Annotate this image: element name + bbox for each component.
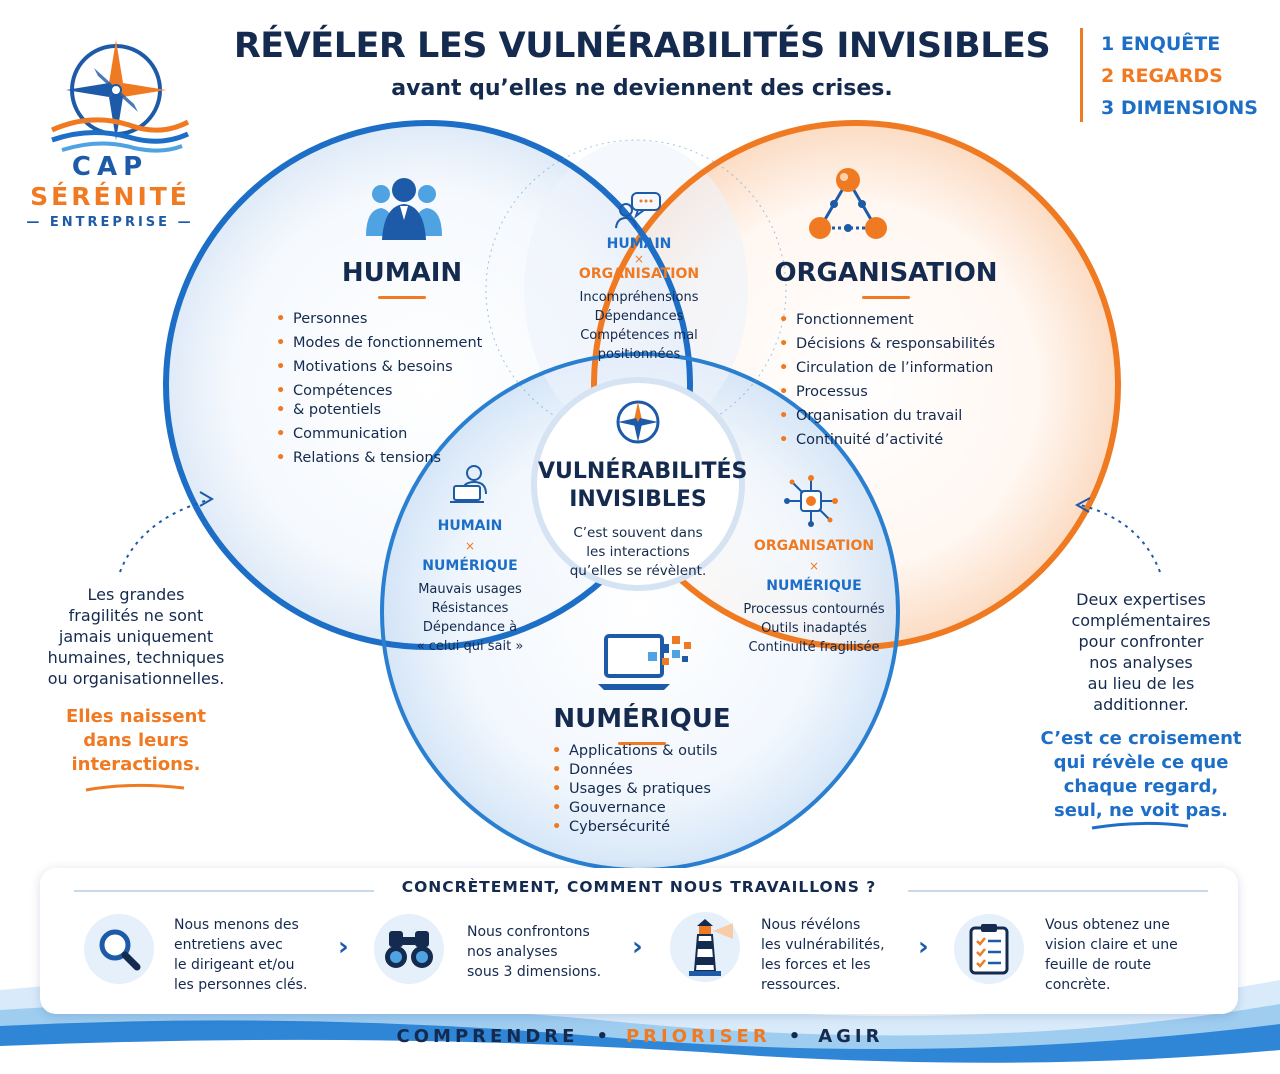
page-title: RÉVÉLER LES VULNÉRABILITÉS INVISIBLES bbox=[233, 26, 1051, 66]
tagline-dimensions: 3 DIMENSIONS bbox=[1101, 97, 1258, 119]
ix-line: Continuité fragilisée bbox=[748, 640, 880, 655]
note-line: ou organisationnelles. bbox=[47, 669, 225, 688]
list-item: • Processus bbox=[779, 380, 1039, 404]
note-line: Elles naissent bbox=[65, 706, 206, 727]
chevron-right-icon: › bbox=[632, 932, 643, 962]
step-line: les personnes clés. bbox=[174, 977, 308, 993]
ix-label-b: ORGANISATION bbox=[578, 266, 700, 282]
ix-line: Mauvais usages bbox=[418, 582, 522, 597]
step-text bbox=[174, 915, 332, 995]
note-line: fragilités ne sont bbox=[68, 606, 204, 625]
note-line: nos analyses bbox=[1089, 653, 1193, 672]
list-item: • Organisation du travail bbox=[779, 404, 1039, 428]
step-line: Vous obtenez une bbox=[1045, 917, 1170, 933]
ix-times: × bbox=[633, 252, 645, 266]
tagline bbox=[1080, 28, 1258, 122]
note-line: additionner. bbox=[1093, 695, 1189, 714]
note-line: seul, ne voit pas. bbox=[1053, 800, 1229, 821]
ix-label-b: NUMÉRIQUE bbox=[766, 578, 862, 594]
numerique-list bbox=[552, 742, 772, 837]
list-item: • Motivations & besoins bbox=[276, 355, 516, 379]
step-line: les forces et les bbox=[761, 957, 871, 973]
center-title bbox=[538, 458, 748, 514]
note-line: complémentaires bbox=[1071, 611, 1211, 630]
ix-label-b: NUMÉRIQUE bbox=[422, 558, 518, 574]
step-line: concrète. bbox=[1045, 977, 1111, 993]
ix-label-a: HUMAIN bbox=[437, 518, 503, 534]
step-line: Nous menons des bbox=[174, 917, 299, 933]
left-note bbox=[30, 584, 242, 777]
list-item: • Cybersécurité bbox=[552, 818, 772, 837]
note-line: jamais uniquement bbox=[58, 627, 214, 646]
brand-cap: CAP bbox=[71, 152, 149, 182]
network-nodes-icon bbox=[806, 164, 890, 244]
note-line: qui révèle ce que bbox=[1053, 752, 1229, 773]
note-line: Deux expertises bbox=[1076, 590, 1206, 609]
humain-underline bbox=[378, 296, 426, 299]
list-item: • Communication bbox=[276, 422, 516, 446]
ix-line: Processus contournés bbox=[743, 602, 885, 617]
brand-entreprise: — ENTREPRISE — bbox=[26, 215, 194, 230]
tagline-regards: 2 REGARDS bbox=[1101, 65, 1223, 87]
ix-line: Outils inadaptés bbox=[761, 621, 867, 636]
step-text bbox=[467, 922, 627, 982]
magnifier-icon bbox=[95, 925, 143, 973]
step-line: le dirigeant et/ou bbox=[174, 957, 295, 973]
step-text bbox=[761, 915, 919, 995]
chat-bubble-icon bbox=[614, 190, 664, 230]
page-subtitle: avant qu’elles ne deviennent des crises. bbox=[391, 76, 893, 101]
right-note-emphasis bbox=[1036, 727, 1246, 823]
ix-text bbox=[734, 600, 894, 657]
note-line: interactions. bbox=[71, 754, 201, 775]
brand-serenite: SÉRÉNITÉ bbox=[30, 182, 190, 211]
numerique-heading bbox=[532, 704, 752, 745]
ix-line: Résistances bbox=[431, 601, 509, 616]
note-line: dans leurs bbox=[83, 730, 189, 751]
people-group-icon bbox=[364, 176, 444, 242]
step-line: les vulnérabilités, bbox=[761, 937, 885, 953]
step-icon-wrap bbox=[374, 914, 444, 984]
step-line: vision claire et une bbox=[1045, 937, 1178, 953]
ix-label-a: ORGANISATION bbox=[753, 538, 875, 554]
footer-agir: AGIR bbox=[818, 1026, 884, 1047]
list-item: • Usages & pratiques bbox=[552, 780, 772, 799]
binoculars-icon bbox=[383, 927, 435, 971]
note-line: humaines, techniques bbox=[47, 648, 225, 667]
ix-line: positionnées bbox=[597, 347, 681, 362]
step-line: Nous révélons bbox=[761, 917, 861, 933]
footer-separator: • bbox=[596, 1026, 608, 1047]
ix-line: « celui qui sait » bbox=[416, 639, 524, 654]
step-line: nos analyses bbox=[467, 944, 558, 960]
footer-separator: • bbox=[788, 1026, 801, 1047]
step-line: entretiens avec bbox=[174, 937, 283, 953]
step-text bbox=[1045, 915, 1215, 995]
left-note-text bbox=[30, 584, 242, 689]
list-item: • Circulation de l’information bbox=[779, 356, 1039, 380]
step-line: feuille de route bbox=[1045, 957, 1152, 973]
checklist-icon bbox=[968, 923, 1010, 975]
list-item: • Continuité d’activité bbox=[779, 428, 1039, 452]
step-icon-wrap bbox=[954, 914, 1024, 984]
right-note-text bbox=[1036, 589, 1246, 715]
ix-line: Dépendances bbox=[594, 309, 684, 324]
lighthouse-icon bbox=[677, 917, 733, 977]
organisation-title: ORGANISATION bbox=[774, 258, 998, 288]
organisation-underline bbox=[862, 296, 910, 299]
ix-text bbox=[554, 288, 724, 364]
tagline-enquete: 1 ENQUÊTE bbox=[1101, 33, 1221, 55]
list-item: • Données bbox=[552, 761, 772, 780]
step-icon-wrap bbox=[84, 914, 154, 984]
center-title-line: VULNÉRABILITÉS bbox=[538, 459, 748, 484]
ix-times: × bbox=[464, 539, 476, 553]
organisation-heading bbox=[758, 258, 1014, 299]
numerique-title: NUMÉRIQUE bbox=[553, 704, 731, 734]
humain-numerique-zone bbox=[398, 518, 542, 656]
humain-list bbox=[276, 307, 516, 470]
ix-line: Dépendance à bbox=[422, 620, 518, 635]
note-line: Les grandes bbox=[87, 585, 185, 604]
center-zone bbox=[538, 458, 748, 581]
brand-name bbox=[0, 152, 220, 230]
center-line: qu’elles se révèlent. bbox=[569, 563, 707, 579]
list-item: • & potentiels bbox=[276, 398, 516, 422]
step-line: Nous confrontons bbox=[467, 924, 590, 940]
step-icon-wrap bbox=[670, 912, 740, 982]
compass-icon bbox=[614, 398, 662, 446]
footer-motto bbox=[0, 1026, 1280, 1047]
list-item: • Décisions & responsabilités bbox=[779, 332, 1039, 356]
ix-line: Incompréhensions bbox=[579, 290, 699, 305]
organisation-list bbox=[779, 308, 1039, 452]
right-arrow bbox=[1080, 505, 1160, 572]
person-laptop-icon bbox=[448, 464, 496, 504]
center-text bbox=[538, 524, 738, 581]
list-item: • Applications & outils bbox=[552, 742, 772, 761]
laptop-pixels-icon bbox=[596, 628, 698, 694]
note-line: au lieu de les bbox=[1087, 674, 1195, 693]
list-item: • Gouvernance bbox=[552, 799, 772, 818]
organisation-numerique-zone bbox=[734, 538, 894, 657]
step-line: ressources. bbox=[761, 977, 841, 993]
ix-text bbox=[398, 580, 542, 656]
note-line: chaque regard, bbox=[1063, 776, 1219, 797]
circuit-chip-icon bbox=[782, 474, 840, 528]
list-item: • Compétences bbox=[276, 379, 516, 403]
step-line: sous 3 dimensions. bbox=[467, 964, 602, 980]
humain-organisation-zone bbox=[554, 236, 724, 364]
list-item: • Modes de fonctionnement bbox=[276, 331, 516, 355]
ix-times: × bbox=[808, 559, 820, 573]
note-line: pour confronter bbox=[1078, 632, 1204, 651]
process-title: CONCRÈTEMENT, COMMENT NOUS TRAVAILLONS ? bbox=[401, 878, 877, 896]
center-line: les interactions bbox=[586, 544, 690, 560]
ix-line: Compétences mal bbox=[580, 328, 698, 343]
list-item: • Personnes bbox=[276, 307, 516, 331]
ix-label-a: HUMAIN bbox=[606, 236, 672, 252]
center-title-line: INVISIBLES bbox=[569, 487, 707, 512]
chevron-right-icon: › bbox=[338, 932, 349, 962]
left-note-emphasis bbox=[30, 705, 242, 777]
center-line: C’est souvent dans bbox=[573, 525, 703, 541]
note-line: C’est ce croisement bbox=[1040, 728, 1242, 749]
chevron-right-icon: › bbox=[918, 932, 929, 962]
list-item: • Fonctionnement bbox=[779, 308, 1039, 332]
list-item: • Relations & tensions bbox=[276, 446, 516, 470]
footer-comprendre: COMPRENDRE bbox=[396, 1026, 579, 1047]
humain-heading bbox=[300, 258, 504, 299]
right-note bbox=[1036, 589, 1246, 823]
footer-prioriser: PRIORISER bbox=[625, 1026, 771, 1047]
humain-title: HUMAIN bbox=[341, 258, 463, 288]
